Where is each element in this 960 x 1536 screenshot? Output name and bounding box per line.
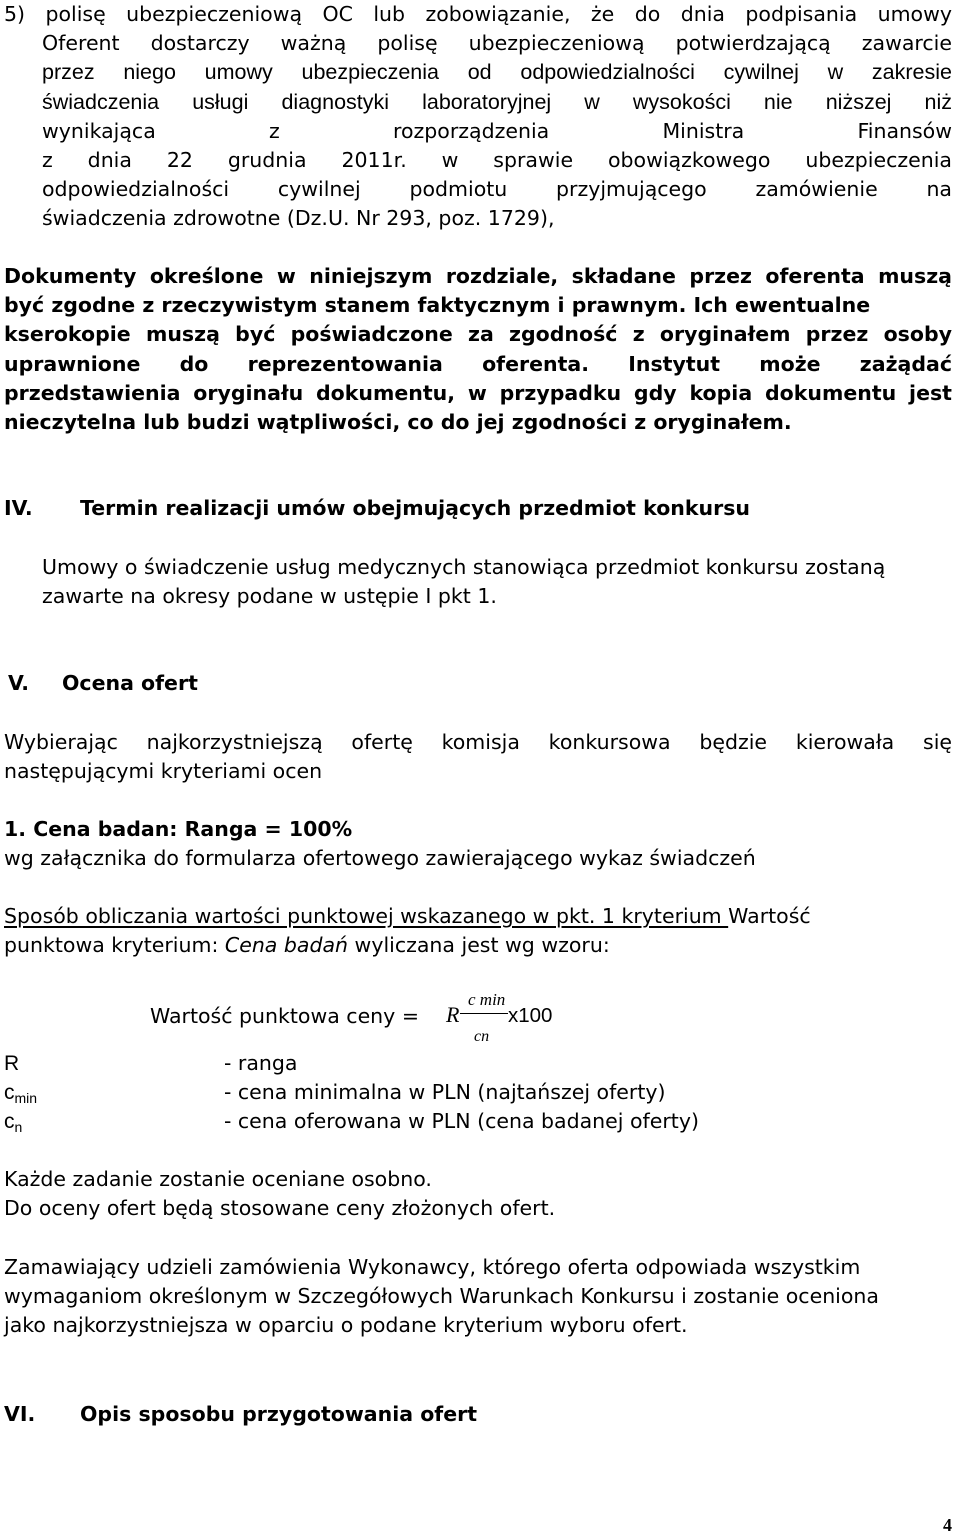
text-line (4, 931, 952, 960)
text-line: wymaganiom określonym w Szczegółowych Warunkach Konkursu i zostanie oceniona (4, 1284, 879, 1309)
criterion-title: 1. Cena badan: Ranga = 100% (4, 817, 353, 841)
text-line: zawarte na okresy podane w ustępie I pkt 1. (42, 584, 497, 609)
text-line: Każde zadanie zostanie oceniane osobno. (4, 1167, 432, 1191)
text-line: Dokumenty określone w niniejszym rozdziale, składane przez oferenta muszą (4, 264, 952, 288)
variable-desc: - cena oferowana w PLN (cena badanej oferty) (224, 1109, 699, 1133)
variable-symbol-main: c (4, 1081, 15, 1104)
text-line: świadczenia usługi diagnostyki laboratoryjnej w wysokości nie niższej niż (42, 89, 952, 114)
fraction-bar (460, 1013, 508, 1014)
text-line: Umowy o świadczenie usług medycznych stanowiąca przedmiot konkursu zostaną (42, 555, 886, 579)
text-line: przez niego umowy ubezpieczenia od odpowiedzialności cywilnej w zakresie (42, 60, 952, 85)
notes-block (4, 1165, 952, 1223)
text-line: Wybierając najkorzystniejszą ofertę komisja konkursowa będzie kierowała się (4, 730, 952, 754)
text-line: przedstawienia oryginału dokumentu, w przypadku gdy kopia dokumentu jest (4, 380, 952, 405)
section-title: Termin realizacji umów obejmujących przedmiot konkursu (80, 496, 751, 520)
formula-times: x100 (508, 1004, 553, 1027)
method-line2-b: wyliczana jest wg wzoru: (348, 933, 610, 958)
variable-symbol-sub: min (14, 1090, 38, 1106)
text-line: Oferent dostarczy ważną polisę ubezpieczeniową potwierdzającą zawarcie (42, 31, 952, 56)
item-5-paragraph (4, 0, 952, 234)
variable-row (4, 1049, 297, 1078)
text-line: kserokopie muszą być poświadczone za zgodność z oryginałem przez osoby (4, 322, 952, 347)
formula-denominator: cn (474, 1028, 490, 1045)
criterion-block (4, 815, 952, 873)
variable-symbol (4, 1107, 224, 1142)
text-line: wynikająca z rozporządzenia Ministra Finansów (42, 118, 952, 143)
variable-desc: - cena minimalna w PLN (najtańszej oferty) (224, 1080, 666, 1104)
page-number: 4 (943, 1515, 952, 1535)
formula-lhs: Wartość punktowa ceny = (150, 1004, 419, 1028)
formula (150, 990, 570, 1056)
section-iv-body (42, 553, 956, 611)
section-number: VI. (4, 1402, 36, 1426)
section-number: V. (8, 671, 30, 695)
formula-r: R (446, 1002, 460, 1027)
text-line: z dnia 22 grudnia 2011r. w sprawie obowiązkowego ubezpieczenia (42, 147, 952, 172)
text-line: uprawnione do reprezentowania oferenta. Instytut może zażądać (4, 351, 952, 376)
formula-numerator: c min (468, 990, 506, 1009)
variable-symbol (4, 1049, 224, 1078)
text-line: Zamawiający udzieli zamówienia Wykonawcy, którego oferta odpowiada wszystkim (4, 1255, 861, 1279)
text-line: 5) polisę ubezpieczeniową OC lub zobowiązanie, że do dnia podpisania umowy (4, 2, 952, 26)
section-title: Ocena ofert (62, 671, 198, 695)
text-line: jako najkorzystniejsza w oparciu o podane kryterium wyboru ofert. (4, 1313, 688, 1338)
method-block (4, 902, 952, 960)
text-line: świadczenia zdrowotne (Dz.U. Nr 293, poz. 1729), (42, 206, 555, 231)
text-line: następującymi kryteriami ocen (4, 759, 323, 784)
method-line2-a: punktowa kryterium: (4, 933, 225, 958)
method-underlined: Sposób obliczania wartości punktowej wskazanego w pkt. 1 kryterium (4, 904, 729, 928)
text-line: nieczytelna lub budzi wątpliwości, co do jej zgodności z oryginałem. (4, 409, 792, 434)
variable-symbol-sub: n (14, 1119, 23, 1135)
method-rest: Wartość (728, 904, 811, 928)
text-line: być zgodne z rzeczywistym stanem faktycznym i prawnym. Ich ewentualne (4, 293, 871, 318)
award-block (4, 1253, 952, 1341)
variable-symbol-main: R (4, 1052, 20, 1075)
text-line: Do oceny ofert będą stosowane ceny złożonych ofert. (4, 1196, 556, 1221)
documents-note (4, 262, 952, 437)
variable-desc: - ranga (224, 1051, 298, 1075)
variable-symbol-main: c (4, 1110, 15, 1133)
criterion-note: wg załącznika do formularza ofertowego zawierającego wykaz świadczeń (4, 846, 756, 871)
text-line (4, 902, 952, 931)
variable-row (4, 1107, 699, 1142)
section-title: Opis sposobu przygotowania ofert (80, 1402, 478, 1426)
section-v-intro (4, 728, 952, 786)
method-line2-italic: Cena badań (224, 933, 349, 958)
text-line: odpowiedzialności cywilnej podmiotu przyjmującego zamówienie na (42, 177, 952, 202)
section-number: IV. (4, 496, 33, 520)
